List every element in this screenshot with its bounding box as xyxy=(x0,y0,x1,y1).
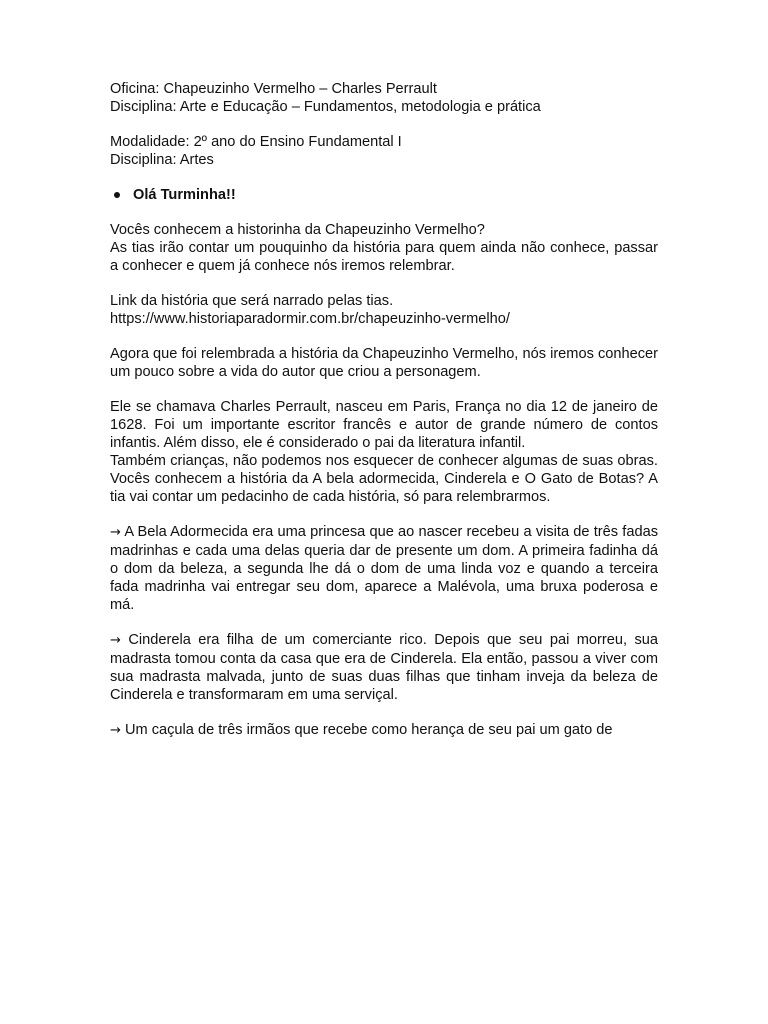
cinderela-paragraph xyxy=(110,631,658,704)
intro-question: Vocês conhecem a historinha da Chapeuzinho Vermelho? xyxy=(110,222,485,238)
disciplina-artes-line: Disciplina: Artes xyxy=(110,152,214,168)
document-page xyxy=(110,80,658,740)
arrow-right-icon: → xyxy=(110,723,121,738)
bela-text: A Bela Adormecida era uma princesa que ao nascer recebeu a visita de três fadas madrinhas e cada uma delas queria dar de presente um dom. A primeira fadinha dá o dom da beleza, a segunda lhe dá o dom de uma linda voz e quando a terceira fada madrinha vai entregar seu dom, aparece a Malévola, uma bruxa poderosa e má. xyxy=(110,524,658,613)
arrow-right-icon: → xyxy=(110,525,121,540)
relembrada-paragraph: Agora que foi relembrada a história da Chapeuzinho Vermelho, nós iremos conhecer um pouco sobre a vida do autor que criou a personagem. xyxy=(110,346,658,380)
link-label: Link da história que será narrado pelas tias. xyxy=(110,293,394,309)
arrow-right-icon: → xyxy=(110,633,121,648)
disciplina-line: Disciplina: Arte e Educação – Fundamentos, metodologia e prática xyxy=(110,99,541,115)
intro-paragraph: As tias irão contar um pouquinho da história para quem ainda não conhece, passar a conhecer e quem já conhece nós iremos relembrar. xyxy=(110,240,658,274)
gato-text: Um caçula de três irmãos que recebe como herança de seu pai um gato de xyxy=(124,722,613,738)
obras-paragraph: Também crianças, não podemos nos esquecer de conhecer algumas de suas obras. Vocês conhecem a história da A bela adormecida, Cinderela e O Gato de Botas? A tia vai contar um pedacinho de cada história, só para relembrarmos. xyxy=(110,453,658,505)
cinderela-text: Cinderela era filha de um comerciante rico. Depois que seu pai morreu, sua madrasta tomou conta da casa que era de Cinderela. Ela então, passou a viver com sua madrasta malvada, junto de suas duas filhas que tinham inveja da beleza de Cinderela e transformaram em uma serviçal. xyxy=(110,632,658,703)
modalidade-line: Modalidade: 2º ano do Ensino Fundamental I xyxy=(110,134,402,150)
greeting-text: Olá Turminha!! xyxy=(133,187,236,203)
bullet-icon xyxy=(114,192,120,198)
perrault-paragraph: Ele se chamava Charles Perrault, nasceu em Paris, França no dia 12 de janeiro de 1628. Foi um importante escritor francês e autor de grande número de contos infantis. Além disso, ele é considerado o pai da literatura infantil. xyxy=(110,399,658,451)
gato-paragraph xyxy=(110,721,658,740)
story-link[interactable]: https://www.historiaparadormir.com.br/chapeuzinho-vermelho/ xyxy=(110,311,510,327)
greeting-bullet xyxy=(110,186,658,204)
bela-paragraph xyxy=(110,523,658,614)
oficina-line: Oficina: Chapeuzinho Vermelho – Charles Perrault xyxy=(110,81,437,97)
